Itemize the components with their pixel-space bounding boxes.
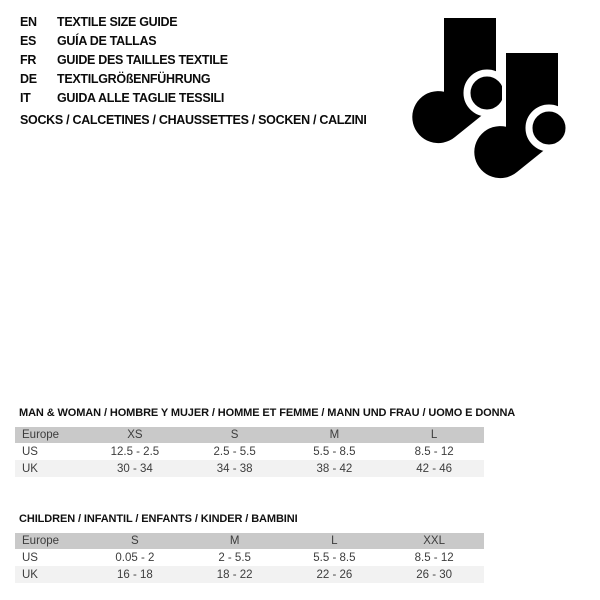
- size-value: 42 - 46: [384, 460, 484, 477]
- language-row: [20, 70, 228, 89]
- size-value: 2.5 - 5.5: [213, 445, 256, 458]
- heel-highlight: [529, 108, 569, 148]
- row-label: US: [22, 445, 38, 458]
- row-label: US: [22, 551, 38, 564]
- table-row-us: [15, 549, 484, 566]
- language-label: GUIDE DES TAILLES TEXTILE: [57, 53, 228, 67]
- category-line: SOCKS / CALCETINES / CHAUSSETTES / SOCKEN / CALZINI: [20, 113, 367, 127]
- size-value: 8.5 - 12: [414, 551, 454, 564]
- size-table-man-woman: [15, 427, 484, 477]
- column-header-size: XS: [85, 427, 185, 443]
- heel-highlight: [467, 73, 507, 113]
- language-code: FR: [20, 53, 37, 67]
- size-table-section-man-woman: [15, 405, 516, 477]
- size-value: 5.5 - 8.5: [313, 551, 356, 564]
- language-row: [20, 32, 228, 51]
- size-value: 22 - 26: [285, 566, 385, 583]
- column-header-size: M: [185, 533, 285, 549]
- language-row: [20, 51, 228, 70]
- table-title-man-woman: MAN & WOMAN / HOMBRE Y MUJER / HOMME ET FEMME / MANN UND FRAU / UOMO E DONNA: [19, 407, 516, 419]
- language-title-block: [20, 13, 228, 108]
- language-label: GUÍA DE TALLAS: [57, 34, 157, 48]
- language-row: [20, 89, 228, 108]
- size-value: 5.5 - 8.5: [313, 445, 356, 458]
- size-value: 16 - 18: [85, 566, 185, 583]
- table-row-uk: [15, 566, 484, 583]
- language-code: EN: [20, 15, 37, 29]
- column-header-size: S: [185, 427, 285, 443]
- column-header-size: L: [285, 533, 385, 549]
- column-header-size: L: [384, 427, 484, 443]
- socks-icon: [400, 10, 570, 185]
- size-value: 0.05 - 2: [115, 551, 155, 564]
- size-table-children: [15, 533, 484, 583]
- language-label: GUIDA ALLE TAGLIE TESSILI: [57, 91, 225, 105]
- size-value: 38 - 42: [285, 460, 385, 477]
- size-value: 34 - 38: [185, 460, 285, 477]
- table-header-row: [15, 427, 484, 443]
- size-table-section-children: [15, 511, 484, 583]
- table-row-uk: [15, 460, 484, 477]
- language-code: ES: [20, 34, 37, 48]
- size-value: 8.5 - 12: [414, 445, 454, 458]
- language-code: IT: [20, 91, 31, 105]
- column-header-size: XXL: [384, 533, 484, 549]
- row-label: UK: [15, 460, 85, 477]
- language-code: DE: [20, 72, 37, 86]
- language-label: TEXTILE SIZE GUIDE: [57, 15, 178, 29]
- table-title-children: CHILDREN / INFANTIL / ENFANTS / KINDER / BAMBINI: [19, 513, 298, 525]
- language-label: TEXTILGRÖßENFÜHRUNG: [57, 72, 211, 86]
- row-label: UK: [15, 566, 85, 583]
- column-header-size: S: [85, 533, 185, 549]
- size-value: 26 - 30: [384, 566, 484, 583]
- size-value: 12.5 - 2.5: [110, 445, 160, 458]
- size-value: 18 - 22: [185, 566, 285, 583]
- column-header-region: Europe: [15, 427, 85, 443]
- language-row: [20, 13, 228, 32]
- size-value: 30 - 34: [85, 460, 185, 477]
- table-row-us: [15, 443, 484, 460]
- table-header-row: [15, 533, 484, 549]
- column-header-size: M: [285, 427, 385, 443]
- column-header-region: Europe: [15, 533, 85, 549]
- size-value: 2 - 5.5: [218, 551, 251, 564]
